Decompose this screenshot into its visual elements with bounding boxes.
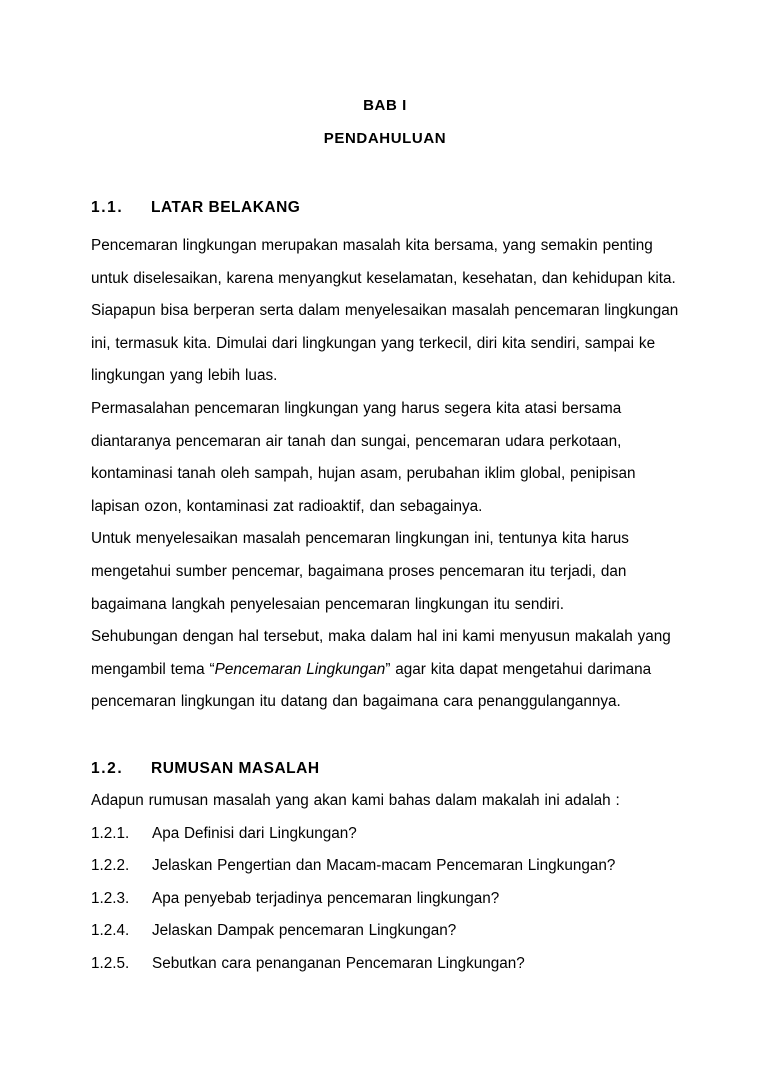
question-number: 1.2.1.: [91, 824, 130, 842]
question-list: [91, 818, 679, 981]
list-item: [91, 948, 679, 981]
chapter-heading: BAB I: [363, 97, 407, 114]
section-number: 1.1.: [91, 199, 124, 216]
paragraph-rumusan-intro: Adapun rumusan masalah yang akan kami bahas dalam makalah ini adalah :: [91, 791, 620, 809]
question-number: 1.2.4.: [91, 922, 130, 940]
document-body: [91, 0, 679, 980]
question-number: 1.2.5.: [91, 954, 130, 972]
question-number: 1.2.3.: [91, 889, 130, 907]
paragraph-text-before-quote: Sehubungan dengan hal tersebut, maka dalam hal ini kami menyusun makalah yang mengambil tema “: [91, 628, 671, 678]
paragraph-latar-belakang-3: Untuk menyelesaikan masalah pencemaran lingkungan ini, tentunya kita harus mengetahui sumber pencemar, bagaimana proses pencemaran itu terjadi, dan bagaimana langkah penyelesaian pencemaran lingkungan itu sendiri.: [91, 530, 629, 613]
paragraph-latar-belakang-1: Pencemaran lingkungan merupakan masalah kita bersama, yang semakin penting untuk diselesaikan, karena menyangkut keselamatan, kesehatan, dan kehidupan kita. Siapapun bisa berperan serta dalam menyelesaikan masalah pencemaran lingkungan ini, termasuk kita. Dimulai dari lingkungan yang terkecil, diri kita sendiri, sampai ke lingkungan yang lebih luas.: [91, 237, 679, 385]
section-heading-rumusan-masalah: [91, 752, 679, 785]
list-item: [91, 915, 679, 948]
list-item: [91, 818, 679, 851]
question-text: Apa Definisi dari Lingkungan?: [152, 824, 357, 842]
paragraph-latar-belakang-2: Permasalahan pencemaran lingkungan yang harus segera kita atasi bersama diantaranya pencemaran air tanah dan sungai, pencemaran udara perkotaan, kontaminasi tanah oleh sampah, hujan asam, perubahan iklim global, penipisan lapisan ozon, kontaminasi zat radioaktif, dan sebagainya.: [91, 399, 636, 515]
quoted-theme-title: Pencemaran Lingkungan: [214, 660, 386, 678]
section-title: LATAR BELAKANG: [151, 199, 301, 216]
question-text: Sebutkan cara penanganan Pencemaran Lingkungan?: [152, 954, 525, 972]
question-text: Jelaskan Pengertian dan Macam-macam Pencemaran Lingkungan?: [152, 857, 616, 875]
chapter-subheading: PENDAHULUAN: [323, 130, 447, 147]
question-number: 1.2.2.: [91, 857, 130, 875]
section-title: RUMUSAN MASALAH: [151, 759, 320, 777]
section-number: 1.2.: [91, 759, 124, 777]
list-item: [91, 883, 679, 916]
paragraph-text-after-quote: ” agar kita dapat mengetahui darimana pencemaran lingkungan itu datang dan bagaimana cara penanggulangannya.: [91, 660, 652, 711]
question-text: Apa penyebab terjadinya pencemaran lingkungan?: [152, 889, 500, 907]
list-item: [91, 850, 679, 883]
question-text: Jelaskan Dampak pencemaran Lingkungan?: [152, 922, 457, 940]
paragraph-latar-belakang-4: [91, 621, 679, 719]
section-heading-latar-belakang: [91, 191, 679, 224]
